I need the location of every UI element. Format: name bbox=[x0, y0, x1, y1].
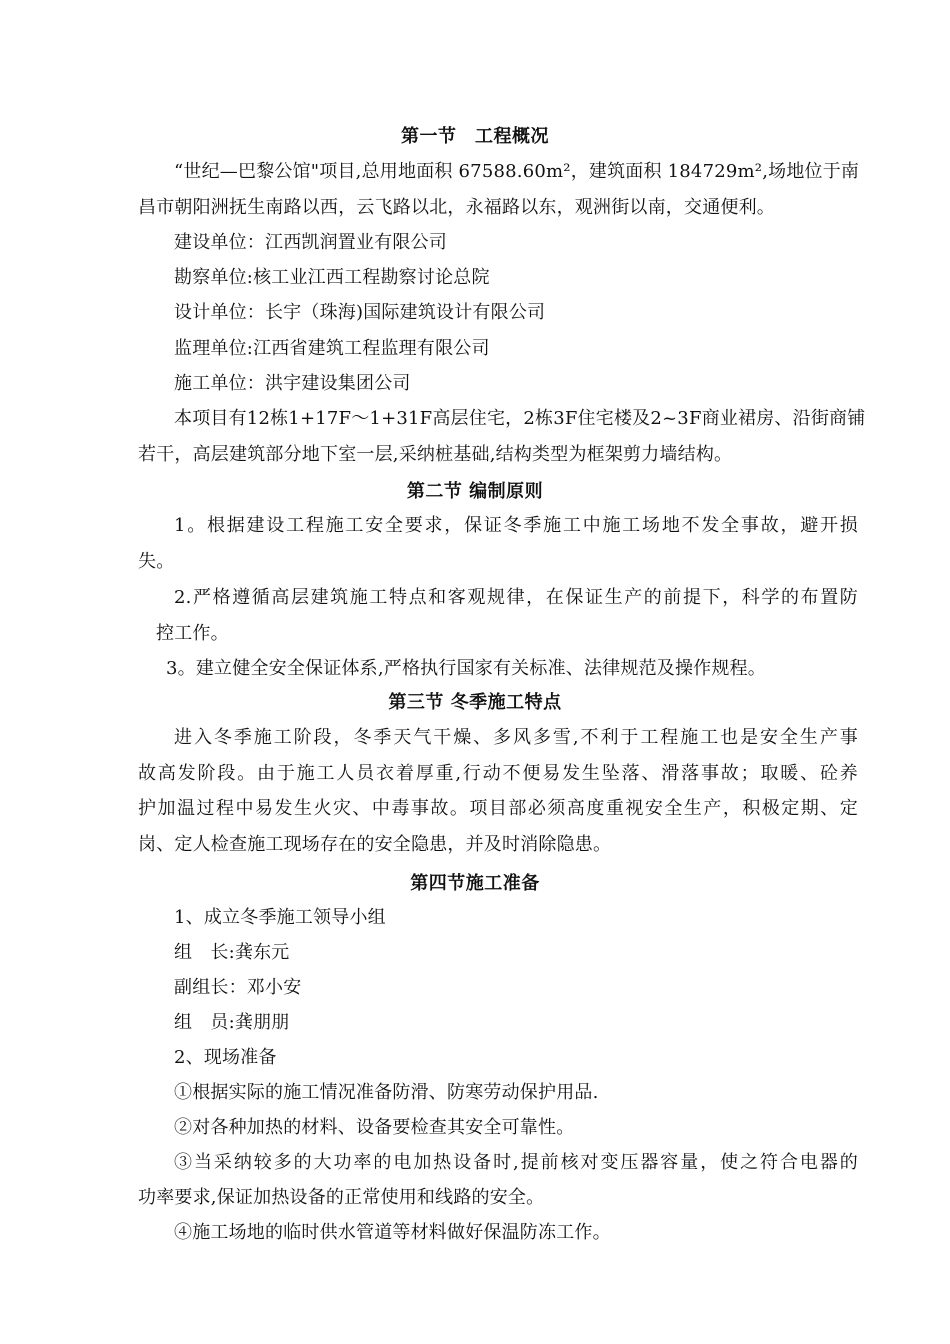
section-4-title: 第四节施工准备 bbox=[410, 873, 540, 894]
survey-unit: 勘察单位:核工业江西工程勘察讨论总院 bbox=[174, 267, 490, 288]
principle-1-line-1: 1。根据建设工程施工安全要求，保证冬季施工中施工场地不发全事故，避开损 bbox=[174, 515, 858, 536]
design-unit: 设计单位：长宇（珠海)国际建筑设计有限公司 bbox=[174, 302, 546, 323]
winter-features-line-2: 故高发阶段。由于施工人员衣着厚重,行动不便易发生坠落、滑落事故；取暖、砼养 bbox=[138, 763, 858, 784]
owner-unit: 建设单位：江西凯润置业有限公司 bbox=[174, 232, 447, 253]
project-scope-line-2: 若干，高层建筑部分地下室一层,采纳桩基础,结构类型为框架剪力墙结构。 bbox=[138, 444, 733, 465]
section-2-title: 第二节 编制原则 bbox=[406, 481, 544, 502]
site-prep-item-3-line-2: 功率要求,保证加热设备的正常使用和线路的安全。 bbox=[138, 1187, 545, 1208]
winter-features-line-4: 岗、定人检查施工现场存在的安全隐患，并及时消除隐患。 bbox=[138, 834, 612, 855]
project-scope-line-1: 本项目有12栋1+17F～1+31F高层住宅，2栋3F住宅楼及2~3F商业裙房、沿街商铺 bbox=[174, 408, 866, 429]
principle-2-line-2: 控工作。 bbox=[156, 623, 229, 644]
principle-2-line-1: 2.严格遵循高层建筑施工特点和客观规律，在保证生产的前提下，科学的布置防 bbox=[174, 587, 858, 608]
group-leader: 组 长:龚东元 bbox=[174, 942, 290, 963]
winter-features-line-3: 护加温过程中易发生火灾、中毒事故。项目部必须高度重视安全生产，积极定期、定 bbox=[138, 798, 858, 819]
site-prep-item-3-line-1: ③当采纳较多的大功率的电加热设备时,提前核对变压器容量，使之符合电器的 bbox=[174, 1152, 858, 1173]
leadership-group-heading: 1、成立冬季施工领导小组 bbox=[174, 907, 386, 928]
section-1-title: 第一节 工程概况 bbox=[401, 126, 549, 147]
group-member: 组 员:龚朋朋 bbox=[174, 1012, 290, 1033]
group-deputy: 副组长：邓小安 bbox=[174, 977, 302, 998]
section-3-title: 第三节 冬季施工特点 bbox=[388, 692, 562, 713]
principle-3: 3。建立健全安全保证体系,严格执行国家有关标准、法律规范及操作规程。 bbox=[166, 658, 766, 679]
principle-1-line-2: 失。 bbox=[138, 551, 175, 572]
site-prep-item-2: ②对各种加热的材料、设备要检查其安全可靠性。 bbox=[174, 1117, 575, 1138]
site-prep-item-1: ①根据实际的施工情况准备防滑、防寒劳动保护用品. bbox=[174, 1082, 599, 1103]
overview-paragraph-line-2: 昌市朝阳洲抚生南路以西，云飞路以北，永福路以东，观洲街以南，交通便利。 bbox=[138, 197, 775, 218]
site-prep-item-4: ④施工场地的临时供水管道等材料做好保温防冻工作。 bbox=[174, 1222, 611, 1243]
contractor-unit: 施工单位：洪宇建设集团公司 bbox=[174, 373, 411, 394]
overview-paragraph-line-1: “世纪—巴黎公馆"项目,总用地面积 67588.60m²，建筑面积 184729m²,场地位于南 bbox=[174, 161, 860, 182]
site-prep-heading: 2、现场准备 bbox=[174, 1047, 277, 1068]
winter-features-line-1: 进入冬季施工阶段，冬季天气干燥、多风多雪,不利于工程施工也是安全生产事 bbox=[174, 727, 858, 748]
supervision-unit: 监理单位:江西省建筑工程监理有限公司 bbox=[174, 338, 490, 359]
